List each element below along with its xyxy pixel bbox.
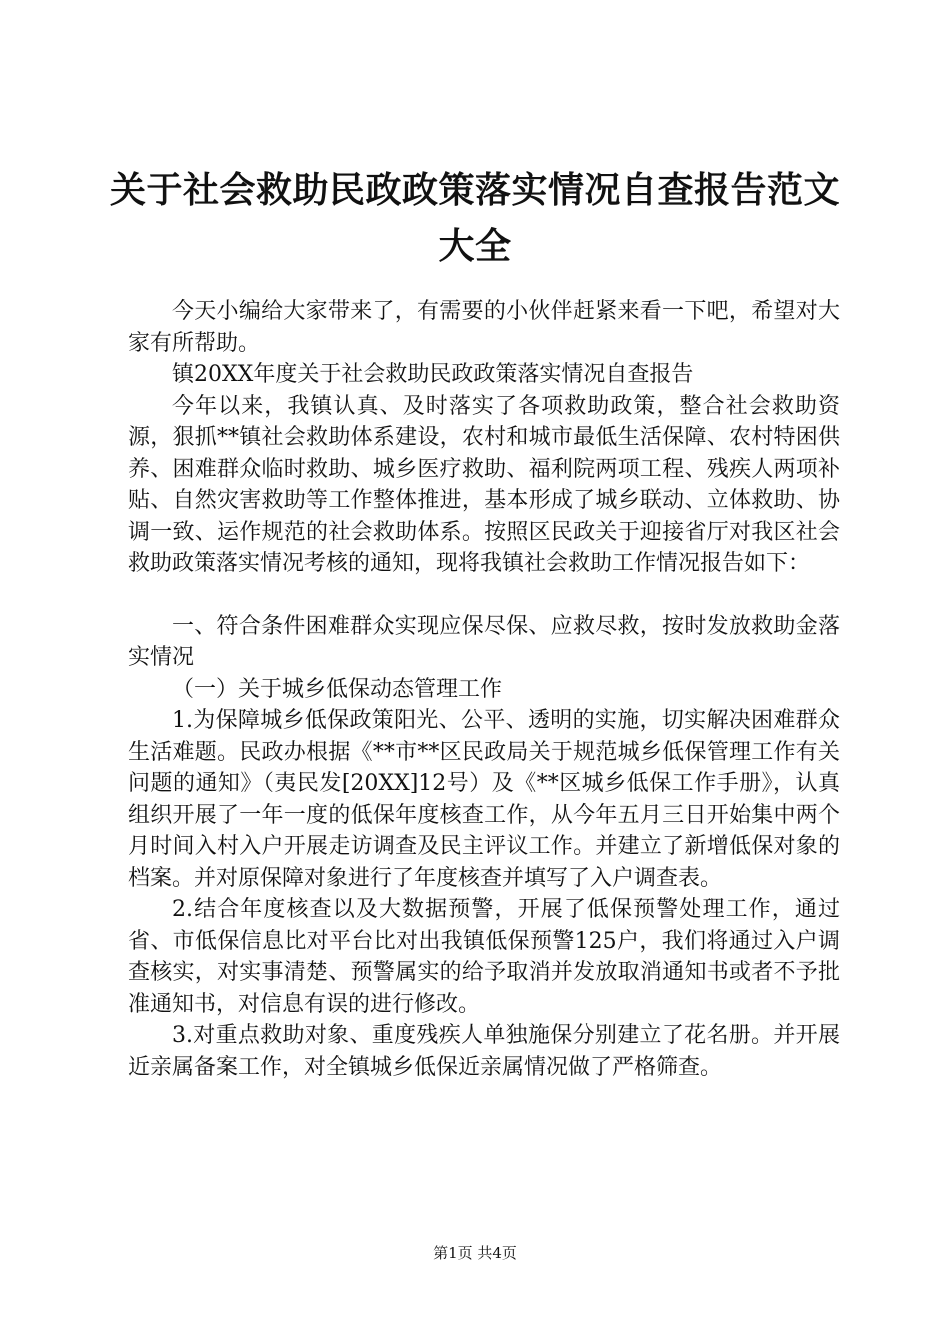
paragraph-report-title: 镇20XX年度关于社会救助民政政策落实情况自查报告 <box>172 362 694 387</box>
paragraph-intro: 今天小编给大家带来了，有需要的小伙伴赶紧来看一下吧，希望对大家有所帮助。 <box>128 299 840 356</box>
subsection-heading-1: （一）关于城乡低保动态管理工作 <box>172 676 503 702</box>
page-number-footer: 第1页 共4页 <box>433 1244 517 1262</box>
paragraph-item-2: 2.结合年度核查以及大数据预警，开展了低保预警处理工作，通过省、市低保信息比对平台比对出我镇低保预警125户，我们将通过入户调查核实，对实事清楚、预警属实的给予取消并发放取消通知书或者不予批准通知书，对信息有误的进行修改。 <box>128 897 840 1017</box>
section-heading-1: 一、符合条件困难群众实现应保尽保、应救尽救，按时发放救助金落实情况 <box>128 613 840 670</box>
document-title: 关于社会救助民政政策落实情况自查报告范文大全 <box>110 170 841 267</box>
paragraph-item-3: 3.对重点救助对象、重度残疾人单独施保分别建立了花名册。并开展近亲属备案工作，对全镇城乡低保近亲属情况做了严格筛查。 <box>128 1023 840 1080</box>
document-body <box>128 296 840 1083</box>
paragraph-overview: 今年以来，我镇认真、及时落实了各项救助政策，整合社会救助资源，狠抓**镇社会救助体系建设，农村和城市最低生活保障、农村特困供养、困难群众临时救助、城乡医疗救助、福利院两项工程、残疾人两项补贴、自然灾害救助等工作整体推进，基本形成了城乡联动、立体救助、协调一致、运作规范的社会救助体系。按照区民政关于迎接省厅对我区社会救助政策落实情况考核的通知，现将我镇社会救助工作情况报告如下： <box>128 393 840 576</box>
paragraph-item-1: 1.为保障城乡低保政策阳光、公平、透明的实施，切实解决困难群众生活难题。民政办根据《**市**区民政局关于规范城乡低保管理工作有关问题的通知》（夷民发[20XX]12号）及《**区城乡低保工作手册》，认真组织开展了一年一度的低保年度核查工作，从今年五月三日开始集中两个月时间入村入户开展走访调查及民主评议工作。并建立了新增低保对象的档案。并对原保障对象进行了年度核查并填写了入户调查表。 <box>128 708 840 891</box>
